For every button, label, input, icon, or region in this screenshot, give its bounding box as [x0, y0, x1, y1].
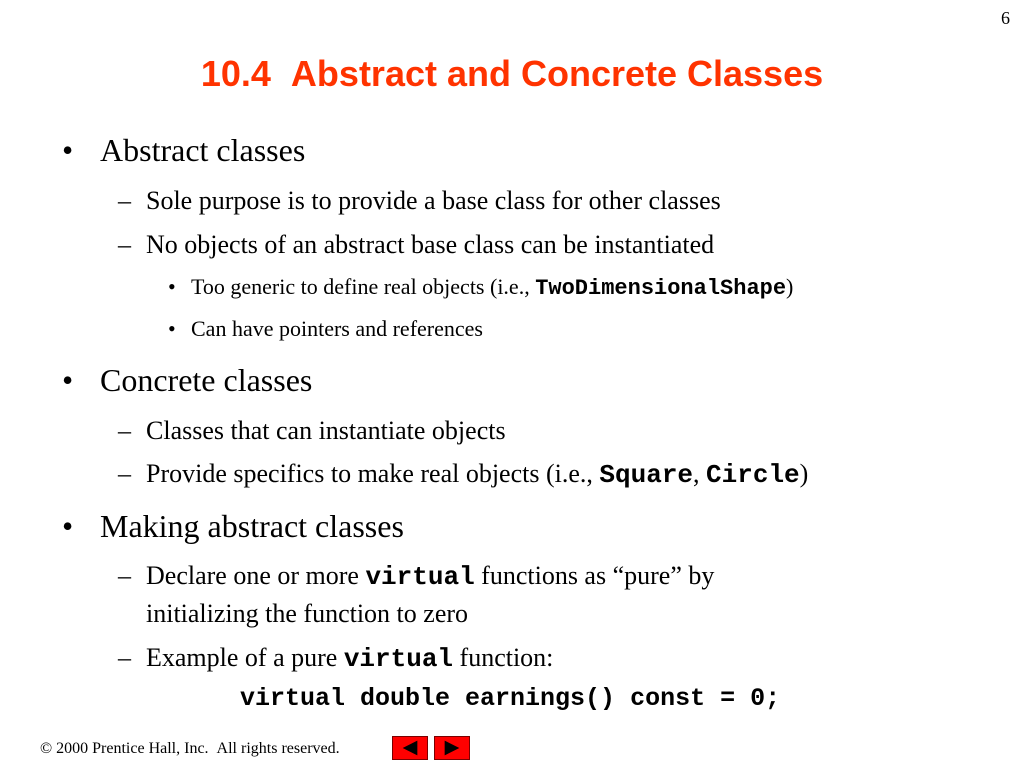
- text-separator: ,: [693, 459, 707, 488]
- dash-icon: –: [118, 186, 131, 215]
- item-text: Sole purpose is to provide a base class for other classes: [146, 186, 721, 215]
- item-text: [146, 643, 553, 674]
- code-classname: TwoDimensionalShape: [535, 276, 787, 301]
- item-text: No objects of an abstract base class can be instantiated: [146, 230, 715, 259]
- code-example: virtual double earnings() const = 0;: [240, 684, 781, 713]
- dash-icon: –: [118, 416, 131, 445]
- text-after: ): [786, 274, 794, 299]
- page-number: 6: [1001, 8, 1010, 28]
- code-circle: Circle: [706, 460, 800, 490]
- bullet-icon: •: [62, 362, 74, 398]
- code-virtual: virtual: [343, 644, 454, 674]
- bullet-icon: •: [62, 508, 74, 544]
- code-square: Square: [599, 460, 694, 490]
- dash-icon: –: [118, 561, 131, 590]
- bullet-icon: •: [168, 316, 176, 341]
- right-triangle-icon: [435, 737, 469, 759]
- text-before: Example of a pure: [146, 643, 344, 672]
- item-text: Can have pointers and references: [191, 316, 483, 341]
- item-text: [146, 561, 714, 592]
- text-after: function:: [453, 643, 554, 672]
- text-before: Provide specifics to make real objects (i.e.,: [146, 459, 600, 488]
- bullet-icon: •: [62, 132, 74, 168]
- item-text: Classes that can instantiate objects: [146, 416, 506, 445]
- slide-title: 10.4 Abstract and Concrete Classes: [200, 53, 824, 94]
- section-heading: Abstract classes: [100, 132, 306, 168]
- item-text: [191, 274, 793, 301]
- bullet-icon: •: [168, 274, 176, 299]
- left-triangle-icon: [393, 737, 427, 759]
- text-before: Too generic to define real objects (i.e.,: [191, 274, 536, 299]
- section-heading: Concrete classes: [100, 362, 313, 398]
- item-text: [146, 459, 808, 490]
- section-heading: Making abstract classes: [100, 508, 404, 544]
- copyright-text: 2000 Prentice Hall, Inc. All rights reserved.: [52, 740, 340, 757]
- text-after: ): [799, 459, 809, 488]
- footer-copyright: [40, 740, 340, 758]
- text-before: Declare one or more: [146, 561, 366, 590]
- dash-icon: –: [118, 230, 131, 259]
- dash-icon: –: [118, 643, 131, 672]
- item-continuation: initializing the function to zero: [146, 599, 469, 628]
- previous-slide-button[interactable]: [392, 736, 428, 760]
- text-after: functions as “pure” by: [474, 561, 715, 590]
- code-virtual: virtual: [365, 562, 475, 592]
- next-slide-button[interactable]: [434, 736, 470, 760]
- dash-icon: –: [118, 459, 131, 488]
- copyright-icon: ©: [40, 740, 53, 757]
